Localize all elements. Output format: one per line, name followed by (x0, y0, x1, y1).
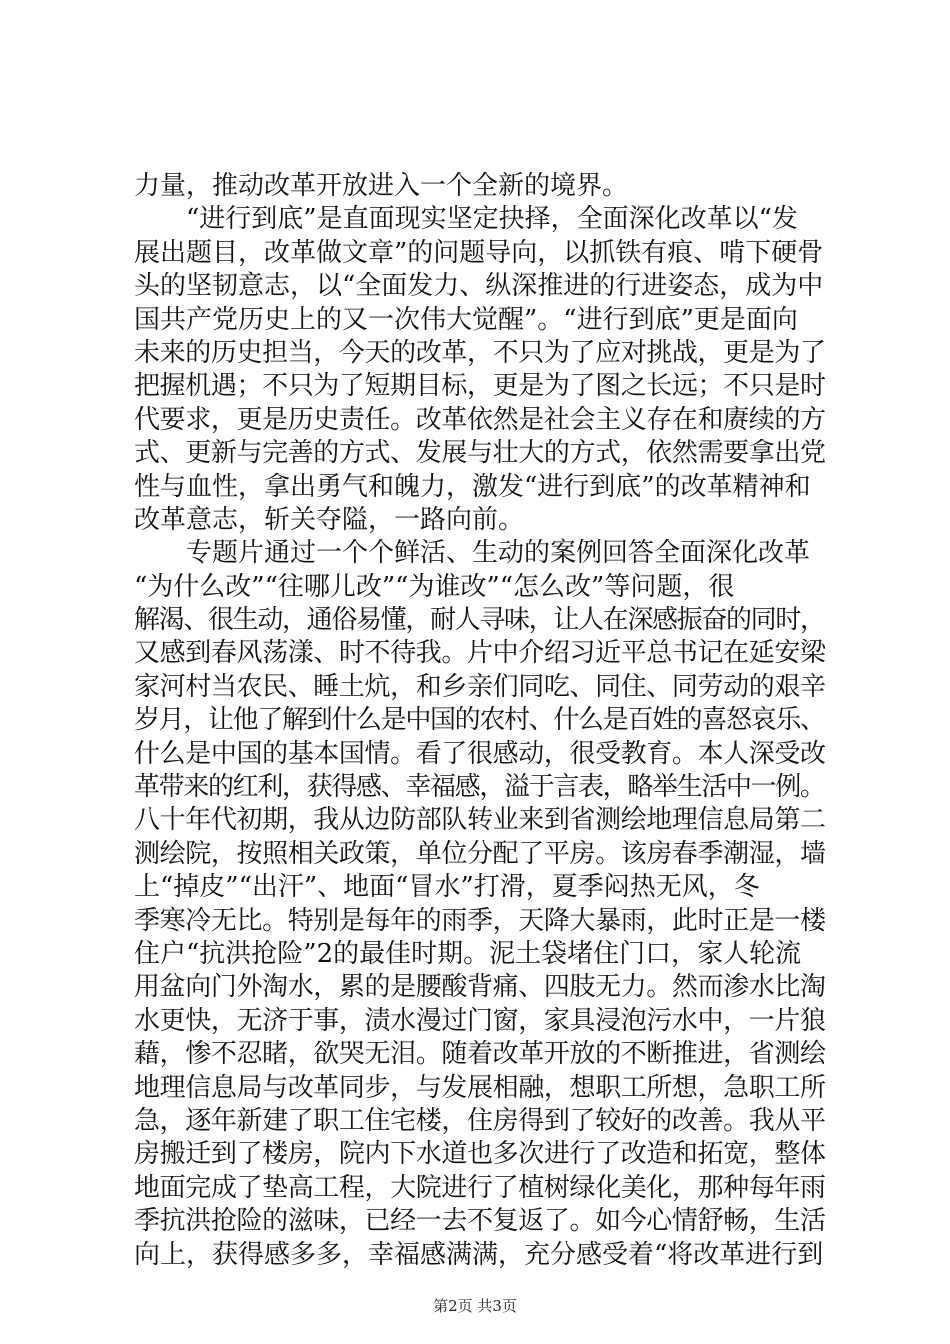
text-line: 国共产党历史上的又一次伟大觉醒”。“进行到底”更是面向 (134, 304, 798, 335)
text-line: 急，逐年新建了职工住宅楼，住房得到了较好的改善。我从平 (134, 1105, 826, 1136)
text-line: 八十年代初期，我从边防部队转业来到省测绘地理信息局第二 (134, 805, 826, 836)
text-line: 地理信息局与改革同步，与发展相融，想职工所想，急职工所 (134, 1072, 826, 1103)
text-line: 解渴、很生动，通俗易懂，耐人寻味，让人在深感振奋的同时， (134, 605, 825, 636)
text-line: 式、更新与完善的方式、发展与壮大的方式，依然需要拿出党 (134, 438, 826, 469)
text-line: 岁月，让他了解到什么是中国的农村、什么是百姓的喜怒哀乐、 (134, 705, 825, 736)
text-line: 测绘院，按照相关政策，单位分配了平房。该房春季潮湿，墙 (134, 838, 826, 869)
text-line: 又感到春风荡漾、时不待我。片中介绍习近平总书记在延安梁 (134, 638, 826, 669)
text-line: 用盆向门外淘水，累的是腰酸背痛、四肢无力。然而渗水比淘 (134, 972, 826, 1003)
text-line: 展出题目，改革做文章”的问题导向，以抓铁有痕、啃下硬骨 (134, 237, 824, 268)
text-line: 性与血性，拿出勇气和魄力，激发“进行到底”的改革精神和 (134, 471, 811, 502)
text-line: 向上，获得感多多，幸福感满满，充分感受着“将改革进行到 (134, 1239, 824, 1270)
text-line: 专题片通过一个个鲜活、生动的案例回答全面深化改革 (134, 538, 811, 569)
text-line: 上“掉皮”“出汗”、地面“冒水”打滑，夏季闷热无风，冬 (134, 872, 760, 903)
text-line: 把握机遇；不只为了短期目标，更是为了图之长远；不只是时 (134, 371, 826, 402)
text-line: 革带来的红利，获得感、幸福感，溢于言表，略举生活中一例。 (134, 772, 825, 803)
text-line: 水更快，无济于事，渍水漫过门窗，家具浸泡污水中，一片狼 (134, 1005, 826, 1036)
text-line: 藉，惨不忍睹，欲哭无泪。随着改革开放的不断推进，省测绘 (134, 1039, 826, 1070)
text-line: 什么是中国的基本国情。看了很感动，很受教育。本人深受改 (134, 738, 826, 769)
page-footer: 第2页 共3页 (433, 1297, 517, 1315)
text-line: 季寒冷无比。特别是每年的雨季，天降大暴雨，此时正是一楼 (134, 905, 826, 936)
text-line: 改革意志，斩关夺隘，一路向前。 (134, 504, 525, 535)
body-text (134, 170, 826, 1272)
text-line: 力量，推动改革开放进入一个全新的境界。 (134, 171, 629, 201)
text-line: “为什么改”“往哪儿改”“为谁改”“怎么改”等问题，很 (134, 571, 735, 602)
text-line: 房搬迁到了楼房，院内下水道也多次进行了改造和拓宽，整体 (134, 1139, 826, 1170)
text-line: 头的坚韧意志，以“全面发力、纵深推进的行进姿态，成为中 (134, 271, 824, 302)
text-line: “进行到底”是直面现实坚定抉择，全面深化改革以“发 (134, 204, 798, 235)
text-line: 季抗洪抢险的滋味，已经一去不复返了。如今心情舒畅，生活 (134, 1206, 826, 1237)
text-line: 未来的历史担当，今天的改革，不只为了应对挑战，更是为了 (134, 337, 826, 368)
text-line: 代要求，更是历史责任。改革依然是社会主义存在和赓续的方 (134, 404, 826, 435)
text-line: 家河村当农民、睡土炕，和乡亲们同吃、同住、同劳动的艰辛 (134, 671, 826, 702)
text-line: 住户“抗洪抢险”2的最佳时期。泥土袋堵住门口，家人轮流 (134, 938, 802, 969)
text-line: 地面完成了垫高工程，大院进行了植树绿化美化，那种每年雨 (134, 1172, 826, 1203)
